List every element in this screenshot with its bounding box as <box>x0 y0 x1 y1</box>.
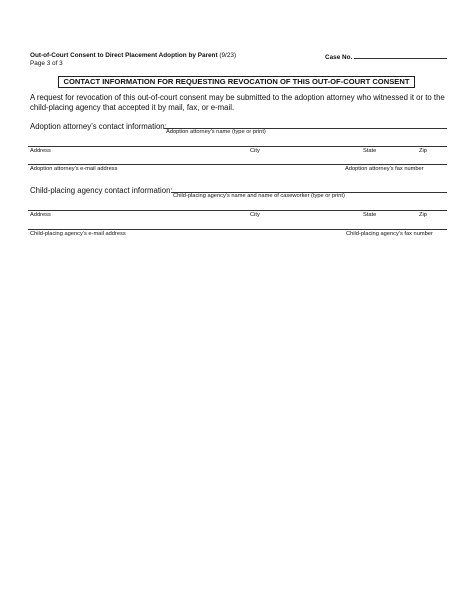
agency-address-caption: Address <box>30 212 51 218</box>
section-title: CONTACT INFORMATION FOR REQUESTING REVOCATION OF THIS OUT-OF-COURT CONSENT <box>58 76 415 88</box>
form-title-line <box>30 52 236 59</box>
attorney-email-caption: Adoption attorney’s e-mail address <box>30 166 118 172</box>
agency-contact-label: Child-placing agency contact information: <box>30 186 173 195</box>
agency-fax-caption: Child-placing agency’s fax number <box>346 231 433 237</box>
agency-email-caption: Child-placing agency’s e-mail address <box>30 231 126 237</box>
agency-email-fax-line[interactable] <box>28 229 447 230</box>
case-number-line[interactable] <box>354 52 447 59</box>
case-number-field[interactable] <box>325 52 447 61</box>
attorney-state-caption: State <box>363 148 377 154</box>
form-title: Out-of-Court Consent to Direct Placement Adoption by Parent <box>30 52 218 59</box>
form-version: (9/23) <box>219 52 237 59</box>
agency-zip-caption: Zip <box>419 212 427 218</box>
intro-paragraph: A request for revocation of this out-of-court consent may be submitted to the adoption attorney who witnessed it or to the child-placing agency that accepted it by mail, fax, or e-mail. <box>30 93 445 112</box>
attorney-fax-caption: Adoption attorney’s fax number <box>345 166 424 172</box>
attorney-email-fax-line[interactable] <box>28 164 447 165</box>
page-number: Page 3 of 3 <box>30 60 63 67</box>
agency-name-caption: Child-placing agency’s name and name of caseworker (type or print) <box>173 193 345 199</box>
attorney-contact-label: Adoption attorney’s contact information: <box>30 122 167 131</box>
attorney-city-caption: City <box>250 148 260 154</box>
agency-city-caption: City <box>250 212 260 218</box>
agency-state-caption: State <box>363 212 377 218</box>
agency-address-line[interactable] <box>28 210 447 211</box>
attorney-address-line[interactable] <box>28 146 447 147</box>
attorney-name-caption: Adoption attorney’s name (type or print) <box>166 129 266 135</box>
attorney-zip-caption: Zip <box>419 148 427 154</box>
case-number-label: Case No. <box>325 54 353 61</box>
attorney-address-caption: Address <box>30 148 51 154</box>
